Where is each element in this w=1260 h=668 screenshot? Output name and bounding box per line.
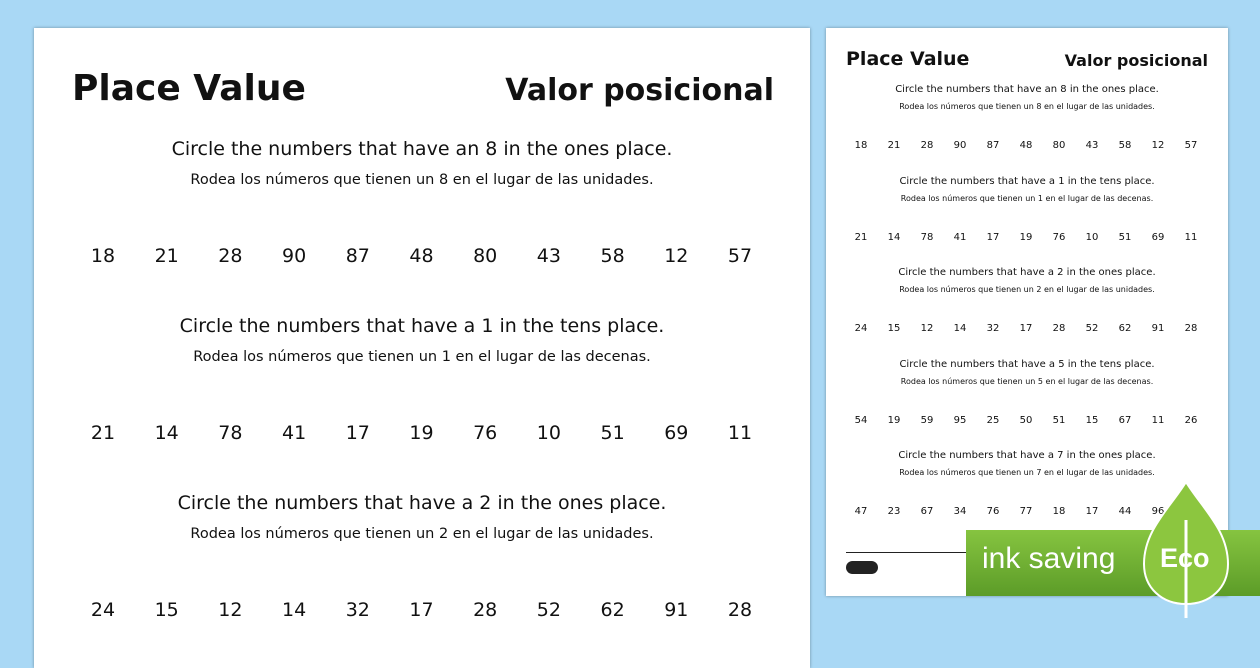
instruction-spanish: Rodea los números que tienen un 7 en el lugar de las unidades. (899, 468, 1155, 477)
number-option[interactable]: 67 (1118, 414, 1132, 426)
title-english: Place Value (72, 68, 306, 109)
number-option[interactable]: 17 (409, 599, 434, 621)
number-option[interactable]: 57 (727, 245, 753, 267)
number-option[interactable]: 76 (473, 422, 498, 444)
instruction-block (826, 359, 1228, 386)
title-english: Place Value (846, 48, 970, 70)
number-option[interactable]: 51 (1118, 231, 1132, 243)
number-option[interactable]: 34 (953, 506, 967, 517)
number-option[interactable]: 24 (90, 599, 116, 621)
number-option[interactable]: 47 (854, 506, 868, 517)
instruction-block (826, 267, 1228, 294)
number-option[interactable]: 14 (282, 599, 307, 621)
instruction-english: Circle the numbers that have an 8 in the ones place. (171, 138, 673, 160)
number-option[interactable]: 76 (986, 506, 1000, 517)
number-option[interactable]: 17 (986, 231, 1000, 243)
instruction-spanish: Rodea los números que tienen un 2 en el lugar de las unidades. (190, 526, 654, 542)
number-option[interactable]: 87 (345, 245, 370, 267)
number-option[interactable]: 57 (1184, 140, 1198, 151)
number-option[interactable]: 12 (1151, 140, 1165, 151)
instruction-block (34, 315, 810, 365)
number-option[interactable]: 58 (600, 245, 625, 267)
number-option[interactable]: 95 (953, 414, 967, 426)
number-option[interactable]: 14 (887, 231, 901, 243)
number-option[interactable]: 19 (887, 414, 901, 426)
number-option[interactable]: 28 (473, 599, 498, 621)
instruction-english: Circle the numbers that have a 1 in the tens place. (899, 175, 1155, 187)
eco-badge: Eco (1160, 543, 1210, 573)
number-option[interactable]: 52 (1085, 323, 1099, 334)
instruction-spanish: Rodea los números que tienen un 5 en el lugar de las decenas. (900, 376, 1154, 386)
number-option[interactable]: 32 (986, 323, 1000, 334)
number-option[interactable]: 78 (218, 422, 243, 444)
number-option[interactable]: 28 (218, 245, 243, 267)
instruction-spanish: Rodea los números que tienen un 1 en el lugar de las decenas. (900, 193, 1154, 203)
number-option[interactable]: 24 (854, 323, 868, 334)
number-option[interactable]: 11 (1151, 414, 1165, 426)
number-option[interactable]: 43 (1085, 140, 1099, 151)
number-option[interactable]: 41 (282, 422, 307, 444)
number-option[interactable]: 48 (1019, 140, 1033, 151)
number-option[interactable]: 28 (920, 140, 934, 151)
number-option[interactable]: 43 (536, 245, 561, 267)
number-option[interactable]: 58 (1118, 140, 1132, 151)
number-option[interactable]: 50 (1019, 414, 1033, 426)
number-option[interactable]: 62 (1118, 323, 1132, 334)
instruction-spanish: Rodea los números que tienen un 8 en el lugar de las unidades. (190, 172, 654, 188)
instruction-english: Circle the numbers that have a 5 in the tens place. (899, 358, 1155, 370)
number-option[interactable]: 14 (953, 323, 967, 334)
instruction-block (826, 176, 1228, 203)
number-option[interactable]: 21 (154, 245, 179, 267)
instruction-english: Circle the numbers that have an 8 in the ones place. (895, 84, 1159, 95)
instruction-english: Circle the numbers that have a 7 in the ones place. (898, 450, 1156, 461)
instruction-english: Circle the numbers that have a 2 in the ones place. (177, 492, 667, 514)
number-option[interactable]: 96 (1151, 506, 1165, 517)
instruction-block (34, 492, 810, 542)
number-option[interactable]: 26 (1184, 414, 1198, 426)
number-option[interactable]: 91 (664, 599, 689, 621)
title-spanish: Valor posicional (505, 73, 774, 108)
number-option[interactable]: 17 (1019, 323, 1033, 334)
number-option[interactable]: 76 (1052, 231, 1066, 243)
number-option[interactable]: 28 (1052, 323, 1066, 334)
number-option[interactable]: 21 (854, 231, 868, 243)
number-option[interactable]: 15 (887, 323, 901, 334)
number-option[interactable]: 12 (920, 323, 934, 334)
number-option[interactable]: 17 (1085, 506, 1099, 517)
number-option[interactable]: 90 (953, 140, 967, 151)
instruction-block (34, 138, 810, 188)
number-option[interactable]: 28 (1184, 323, 1198, 334)
instruction-spanish: Rodea los números que tienen un 1 en el lugar de las decenas. (193, 349, 651, 365)
number-option[interactable]: 80 (473, 245, 498, 267)
number-option[interactable]: 17 (345, 422, 370, 444)
number-option[interactable]: 78 (920, 231, 934, 243)
number-option[interactable]: 48 (409, 245, 434, 267)
number-option[interactable]: 69 (664, 422, 689, 444)
number-option[interactable]: 44 (1118, 506, 1132, 517)
number-option[interactable]: 18 (854, 140, 868, 151)
number-option[interactable]: 32 (345, 599, 370, 621)
number-option[interactable]: 12 (218, 599, 243, 621)
number-option[interactable]: 19 (409, 422, 434, 444)
instruction-block (826, 450, 1228, 477)
instruction-block (826, 84, 1228, 111)
number-option[interactable]: 11 (727, 422, 753, 444)
number-option[interactable]: 62 (600, 599, 625, 621)
number-option[interactable]: 15 (154, 599, 179, 621)
title-spanish: Valor posicional (1064, 51, 1208, 70)
number-option[interactable]: 59 (920, 414, 934, 426)
number-option[interactable]: 77 (1019, 506, 1033, 517)
number-option[interactable]: 11 (1184, 231, 1198, 243)
number-option[interactable]: 25 (986, 414, 1000, 426)
number-option[interactable]: 19 (1019, 231, 1033, 243)
number-option[interactable]: 28 (727, 599, 753, 621)
number-option[interactable]: 91 (1151, 323, 1165, 334)
number-option[interactable]: 21 (90, 422, 116, 444)
number-option[interactable]: 12 (664, 245, 689, 267)
number-option[interactable]: 10 (536, 422, 561, 444)
number-option[interactable]: 10 (1085, 231, 1099, 243)
number-option[interactable]: 15 (1085, 414, 1099, 426)
number-option[interactable]: 41 (953, 231, 967, 243)
instruction-spanish: Rodea los números que tienen un 8 en el lugar de las unidades. (899, 102, 1155, 111)
number-option[interactable]: 23 (887, 506, 901, 517)
ink-saving-label: ink saving (982, 542, 1116, 575)
number-option[interactable]: 67 (920, 506, 934, 517)
number-option[interactable]: 69 (1151, 231, 1165, 243)
worksheet-preview-large (34, 28, 810, 668)
number-option[interactable]: 87 (986, 140, 1000, 151)
number-option[interactable]: 21 (887, 140, 901, 151)
instruction-english: Circle the numbers that have a 2 in the ones place. (898, 267, 1156, 278)
number-option[interactable]: 51 (600, 422, 625, 444)
number-option[interactable]: 90 (282, 245, 307, 267)
number-option[interactable]: 80 (1052, 140, 1066, 151)
number-option[interactable]: 51 (1052, 414, 1066, 426)
number-option[interactable]: 52 (536, 599, 561, 621)
instruction-english: Circle the numbers that have a 1 in the tens place. (179, 315, 665, 337)
number-option[interactable]: 54 (854, 414, 868, 426)
instruction-spanish: Rodea los números que tienen un 2 en el lugar de las unidades. (899, 285, 1155, 294)
number-option[interactable]: 14 (154, 422, 179, 444)
number-option[interactable]: 18 (90, 245, 116, 267)
number-option[interactable]: 18 (1052, 506, 1066, 517)
twinkl-logo (846, 561, 878, 574)
